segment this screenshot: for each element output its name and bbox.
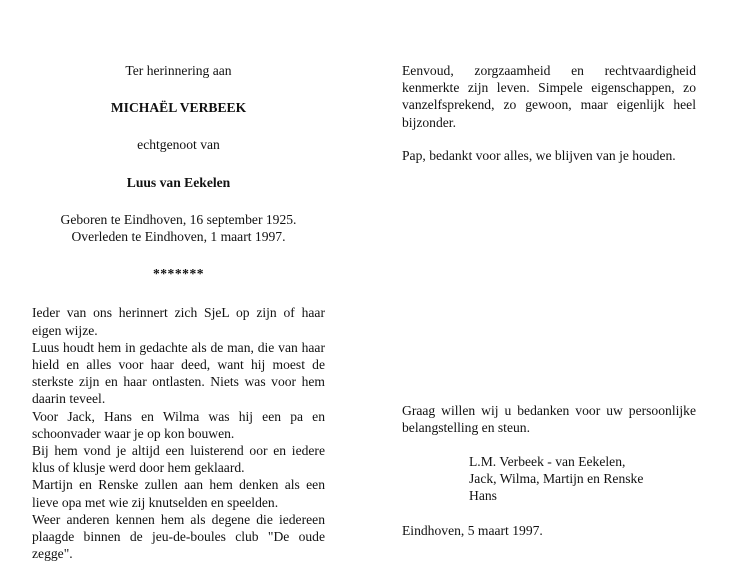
- signer-line: L.M. Verbeek - van Eekelen,: [469, 454, 626, 469]
- deceased-name: MICHAËL VERBEEK: [110, 100, 247, 116]
- thanks-block: [402, 402, 696, 436]
- signer-line: Hans: [469, 488, 497, 504]
- farewell-line: Pap, bedankt voor alles, we blijven van je houden.: [402, 147, 676, 163]
- signers-block: [469, 453, 699, 505]
- place-date: [402, 522, 696, 539]
- virtues-paragraph: Eenvoud, zorgzaamheid en rechtvaardigheid kenmerkte zijn leven. Simpele eigenschappen, zo vanzelfsprekend, zo gewoon, maar eigenlijk heel bijzonder.: [402, 63, 696, 130]
- death-line: Overleden te Eindhoven, 1 maart 1997.: [71, 229, 286, 245]
- birth-line: Geboren te Eindhoven, 16 september 1925.: [60, 211, 297, 227]
- spouse-intro: echtgenoot van: [137, 137, 220, 153]
- heading: Ter herinnering aan: [125, 63, 232, 78]
- right-column: [402, 62, 696, 164]
- memory-paragraph: Weer anderen kennen hem als degene die iedereen plaagde binnen de jeu-de-boules club "De oude zegge".: [32, 511, 325, 562]
- signer-line: Jack, Wilma, Martijn en Renske: [469, 471, 644, 487]
- memory-paragraph: Bij hem vond je altijd een luisterend oor en iedere klus of klusje werd door hem geklaard.: [32, 443, 325, 476]
- left-column: [32, 62, 325, 562]
- thanks-paragraph: Graag willen wij u bedanken voor uw persoonlijke belangstelling en steun.: [402, 403, 696, 436]
- memory-paragraph: Martijn en Renske zullen aan hem denken als een lieve opa met wie zij knutselden en speelden.: [32, 477, 325, 510]
- spouse-name: Luus van Eekelen: [126, 174, 231, 190]
- place-date-line: Eindhoven, 5 maart 1997.: [402, 523, 543, 538]
- memory-paragraph: Voor Jack, Hans en Wilma was hij een pa en schoonvader waar je op kon bouwen.: [32, 408, 325, 441]
- memory-paragraph: Ieder van ons herinnert zich SjeL op zijn of haar eigen wijze.: [32, 305, 325, 338]
- memory-paragraph: Luus houdt hem in gedachte als de man, die van haar hield en alles voor haar deed, want hij moest de sterkste zijn en haar ontlasten. Niets was voor hem daarin teveel.: [32, 339, 325, 407]
- separator: *******: [152, 266, 205, 282]
